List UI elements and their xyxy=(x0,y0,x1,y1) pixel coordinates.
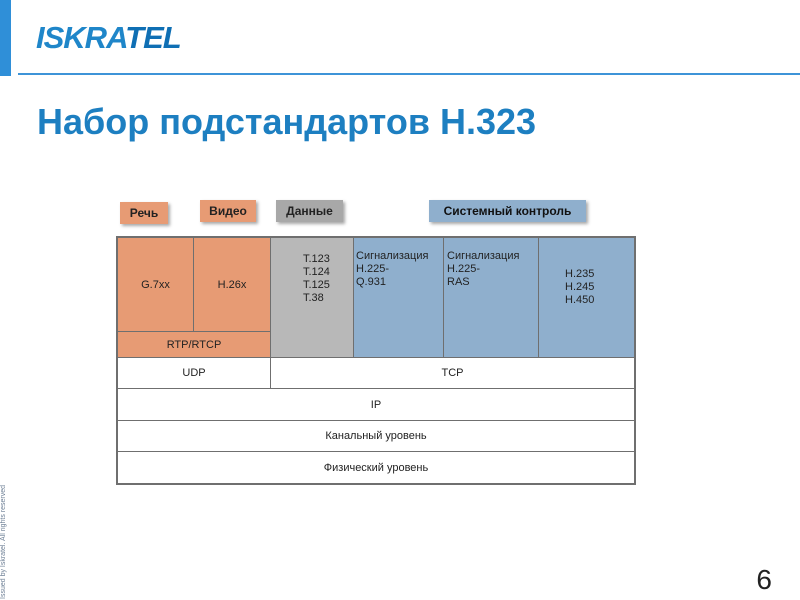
link-layer-cell xyxy=(117,420,635,452)
ip-label: IP xyxy=(370,398,382,411)
data-protocols-cell xyxy=(270,237,354,358)
rtp-rtcp-label: RTP/RTCP xyxy=(166,338,222,351)
udp-label: UDP xyxy=(182,367,206,379)
signaling-q931-label: Сигнализация H.225- Q.931 xyxy=(356,250,429,288)
signaling-q931-cell xyxy=(353,237,444,358)
slide-title: Набор подстандартов H.323 xyxy=(37,101,537,142)
ip-cell xyxy=(117,388,635,421)
system-control-tag: Системный контроль xyxy=(429,200,586,222)
left-sidebar xyxy=(0,0,14,600)
page-number: 6 xyxy=(756,564,772,595)
video-tag: Видео xyxy=(200,200,256,222)
link-layer-label: Канальный уровень xyxy=(325,430,427,442)
speech-tag: Речь xyxy=(120,202,168,224)
physical-layer-cell xyxy=(117,451,635,484)
logo-part-2: TEL xyxy=(125,20,181,55)
copyright-note: Issued by Iskratel. All rights reserved xyxy=(0,485,7,599)
t-protocols-label: T.123 T.124 T.125 T.38 xyxy=(303,253,330,304)
h-protocols-label: H.235 H.245 H.450 xyxy=(565,268,595,306)
h26x-cell xyxy=(193,237,271,332)
protocol-stack-table xyxy=(116,236,636,485)
header-divider xyxy=(18,73,800,75)
g7xx-label: G.7xx xyxy=(141,278,170,291)
logo-part-1: ISKRA xyxy=(36,20,126,55)
rtp-rtcp-cell xyxy=(117,331,271,358)
data-tag: Данные xyxy=(276,200,343,222)
tcp-cell xyxy=(270,357,635,389)
h26x-label: H.26x xyxy=(217,278,247,291)
signaling-ras-label: Сигнализация H.225- RAS xyxy=(447,250,520,288)
signaling-ras-cell xyxy=(443,237,539,358)
physical-layer-label: Физический уровень xyxy=(323,461,429,474)
sidebar-accent-bar xyxy=(0,0,11,76)
udp-cell xyxy=(117,357,271,389)
g7xx-cell xyxy=(117,237,194,332)
tcp-label: TCP xyxy=(441,367,464,379)
control-protocols-cell xyxy=(538,237,635,358)
iskratel-logo xyxy=(36,20,181,56)
